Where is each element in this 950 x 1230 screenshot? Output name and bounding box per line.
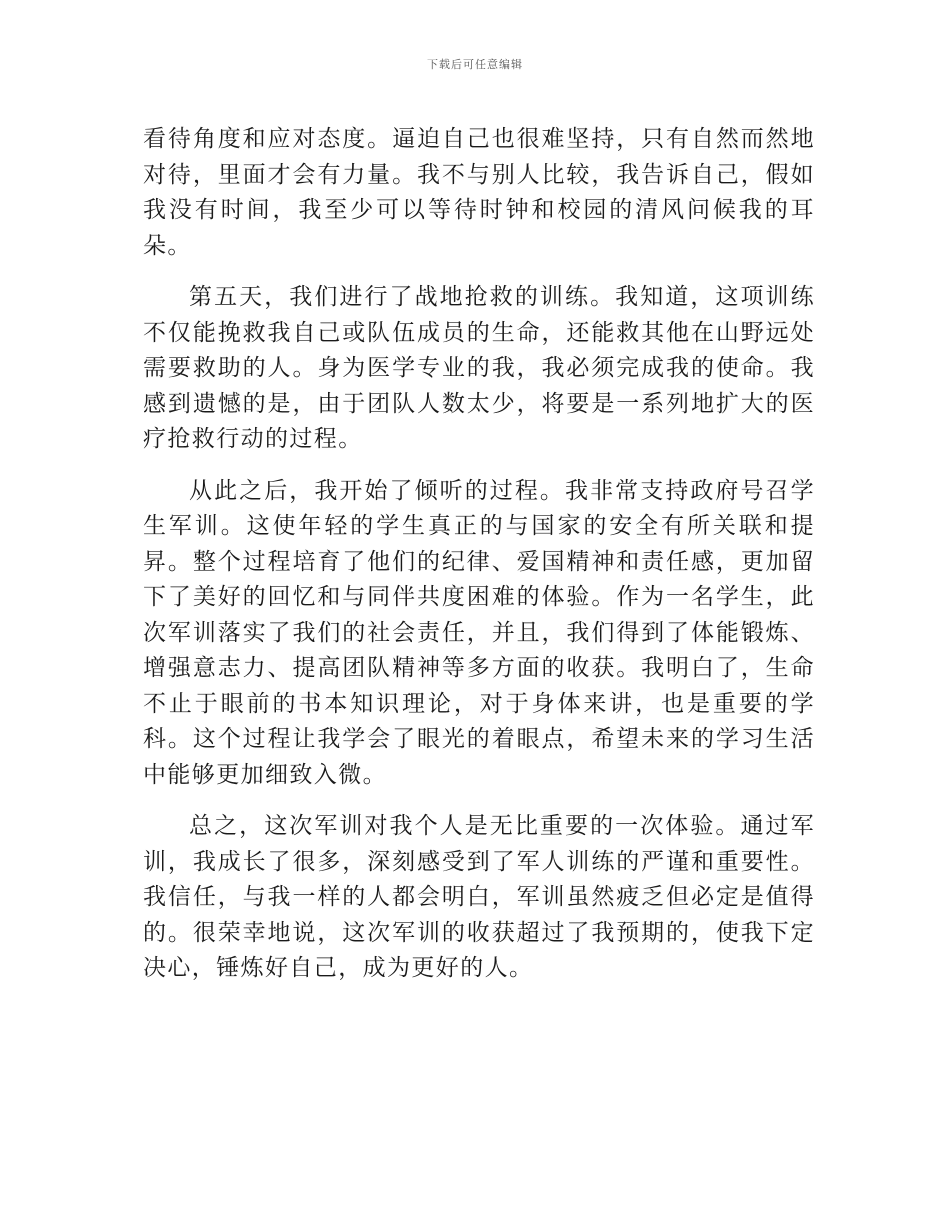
header-note: 下载后可任意编辑	[427, 58, 523, 71]
document-body	[143, 122, 815, 1003]
paragraph-3: 从此之后，我开始了倾听的过程。我非常支持政府号召学生军训。这使年轻的学生真正的与国家的安全有所关联和提昇。整个过程培育了他们的纪律、爱国精神和责任感，更加留下了美好的回忆和与同伴共度困难的体验。作为一名学生，此次军训落实了我们的社会责任，并且，我们得到了体能锻炼、增强意志力、提高团队精神等多方面的收获。我明白了，生命不止于眼前的书本知识理论，对于身体来讲，也是重要的学科。这个过程让我学会了眼光的着眼点，希望未来的学习生活中能够更加细致入微。	[143, 477, 815, 788]
paragraph-1: 看待角度和应对态度。逼迫自己也很难坚持，只有自然而然地对待，里面才会有力量。我不与别人比较，我告诉自己，假如我没有时间，我至少可以等待时钟和校园的清风问候我的耳朵。	[143, 126, 815, 259]
paragraph-2: 第五天，我们进行了战地抢救的训练。我知道，这项训练不仅能挽救我自己或队伍成员的生命，还能救其他在山野远处需要救助的人。身为医学专业的我，我必须完成我的使命。我感到遗憾的是，由于团队人数太少，将要是一系列地扩大的医疗抢救行动的过程。	[143, 284, 815, 452]
paragraph-4: 总之，这次军训对我个人是无比重要的一次体验。通过军训，我成长了很多，深刻感受到了军人训练的严谨和重要性。我信任，与我一样的人都会明白，军训虽然疲乏但必定是值得的。很荣幸地说，这次军训的收获超过了我预期的，使我下定决心，锤炼好自己，成为更好的人。	[143, 813, 815, 981]
